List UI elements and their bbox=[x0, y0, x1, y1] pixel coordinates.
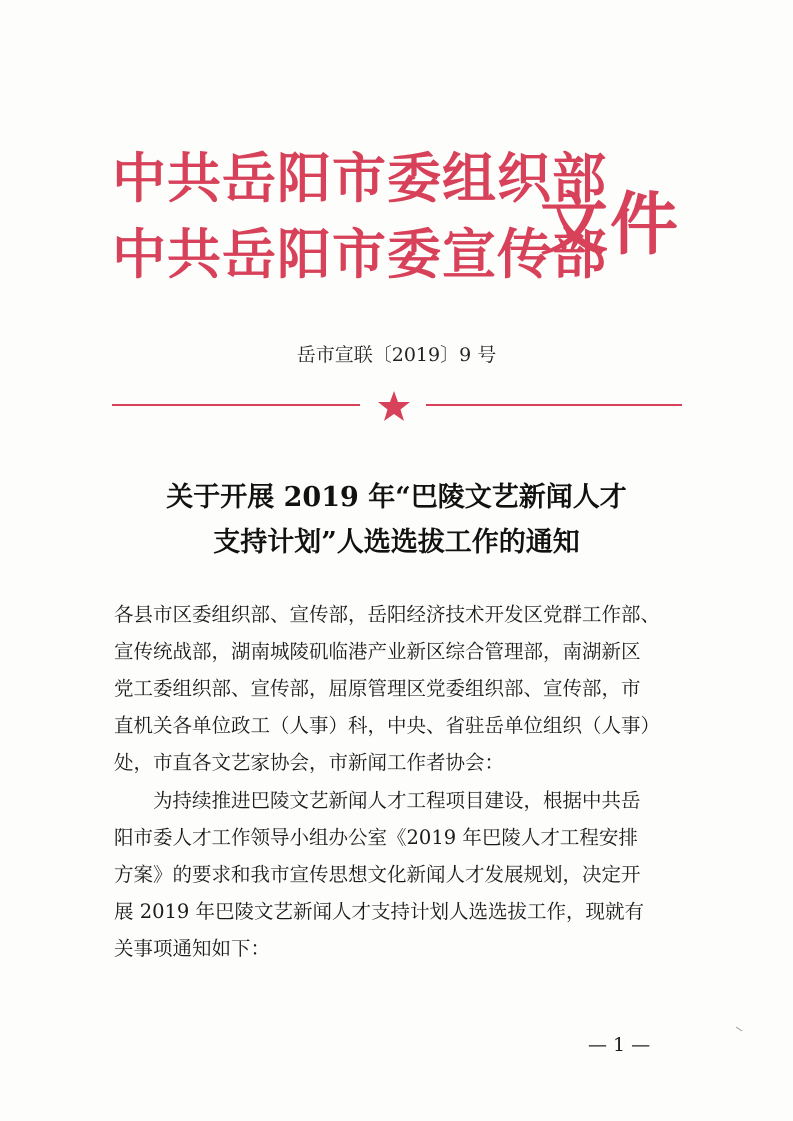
divider-line-right bbox=[426, 404, 682, 406]
body-paragraph bbox=[114, 782, 684, 967]
paragraph-line: 阳市委人才工作领导小组办公室《2019 年巴陵人才工程安排 bbox=[114, 826, 638, 849]
salutation-line: 直机关各单位政工（人事）科，中央、省驻岳单位组织（人事） bbox=[114, 714, 661, 737]
paragraph-line: 方案》的要求和我市宣传思想文化新闻人才发展规划，决定开 bbox=[114, 863, 641, 886]
scan-mark-icon bbox=[735, 1026, 743, 1032]
salutation-line: 处，市直各文艺家协会，市新闻工作者协会： bbox=[114, 751, 505, 774]
document-header bbox=[112, 147, 681, 308]
red-star-icon bbox=[377, 390, 411, 422]
divider-line-left bbox=[112, 404, 360, 406]
salutation-line: 党工委组织部、宣传部，屈原管理区党委组织部、宣传部，市 bbox=[114, 677, 641, 700]
issuer-publicity-department: 中共岳阳市委宣传部 bbox=[112, 223, 607, 286]
document-title-line-1: 关于开展 2019 年“巴陵文艺新闻人才 bbox=[166, 482, 627, 513]
issuer-organization-department: 中共岳阳市委组织部 bbox=[112, 147, 607, 210]
red-header-divider bbox=[112, 390, 682, 420]
page-number: — 1 — bbox=[588, 1034, 651, 1056]
paragraph-line: 为持续推进巴陵文艺新闻人才工程项目建设，根据中共岳 bbox=[153, 789, 641, 812]
paragraph-line: 展 2019 年巴陵文艺新闻人才支持计划人选选拔工作，现就有 bbox=[114, 900, 645, 923]
salutation-line: 各县市区委组织部、宣传部，岳阳经济技术开发区党群工作部、 bbox=[114, 603, 661, 626]
salutation-line: 宣传统战部，湖南城陵矶临港产业新区综合管理部，南湖新区 bbox=[114, 640, 641, 663]
paragraph-line: 关事项通知如下： bbox=[114, 937, 271, 960]
salutation-block bbox=[114, 596, 684, 781]
document-number: 岳市宣联〔2019〕9 号 bbox=[296, 344, 497, 366]
document-type-label: 文件 bbox=[540, 186, 681, 265]
document-title-line-2: 支持计划”人选选拔工作的通知 bbox=[213, 527, 580, 558]
